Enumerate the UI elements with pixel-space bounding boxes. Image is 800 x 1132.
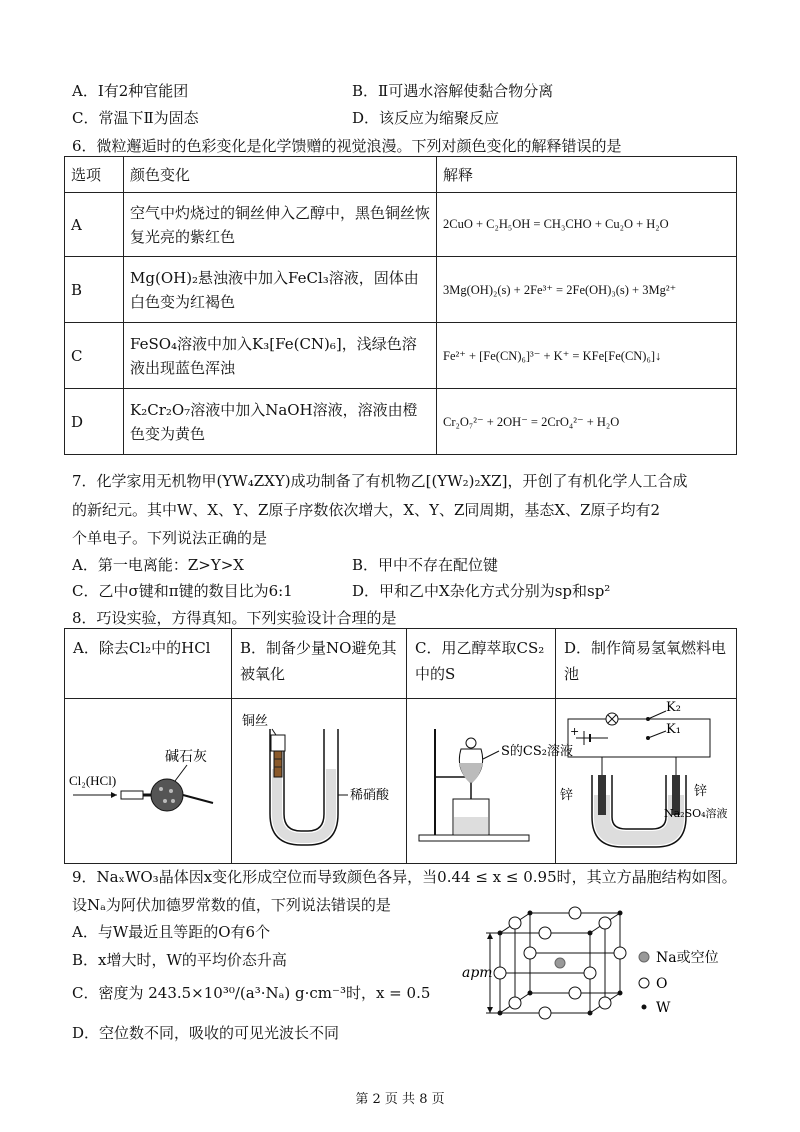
na2so4-label: Na₂SO₄溶液 [664, 807, 728, 820]
q6-row-d-option: D [65, 389, 124, 455]
dilute-nitric-label: 稀硝酸 [350, 788, 390, 803]
q8-figure-a [65, 699, 232, 864]
q5-option-b: B．Ⅱ可遇水溶解使黏合物分离 [352, 82, 554, 100]
table-row [65, 389, 737, 455]
k1-label: K₁ [666, 722, 681, 737]
q9-option-b: B．x增大时，W的平均价态升高 [72, 951, 287, 969]
q5-option-d: D．该反应为缩聚反应 [352, 109, 500, 127]
q6-row-a-option: A [65, 193, 124, 257]
legend-o: O [656, 976, 668, 992]
soda-lime-label: 碱石灰 [165, 749, 207, 765]
q9-stem-line2: 设Nₐ为阿伏加德罗常数的值，下列说法错误的是 [72, 896, 391, 914]
svg-text:+: + [570, 725, 580, 738]
q8-option-d: D．制作简易氢氧燃料电池 [556, 629, 737, 699]
q6-row-c-change: FeSO₄溶液中加入K₃[Fe(CN)₆]，浅绿色溶液出现蓝色浑浊 [124, 323, 437, 389]
q7-option-b: B．甲中不存在配位键 [352, 556, 499, 574]
q8-option-c: C．用乙醇萃取CS₂中的S [407, 629, 556, 699]
copper-wire-label: 铜丝 [242, 714, 269, 729]
q6-table [64, 156, 737, 455]
q5-option-c: C．常温下Ⅱ为固态 [72, 109, 199, 127]
q8-stem: 8．巧设实验，方得真知。下列实验设计合理的是 [72, 609, 397, 627]
zinc-left-label: 锌 [560, 788, 574, 803]
k2-label: K₂ [666, 700, 681, 715]
table-row [65, 323, 737, 389]
table-row [65, 193, 737, 257]
q6-row-d-eq: Cr₂O₇²⁻ + 2OH⁻ = 2CrO₄²⁻ + H₂O [437, 389, 737, 455]
q5-option-a: A．Ⅰ有2种官能团 [72, 82, 189, 100]
table-row [65, 257, 737, 323]
q9-option-d: D．空位数不同，吸收的可见光波长不同 [72, 1024, 340, 1042]
crystal-cell-figure [462, 905, 752, 1025]
q6-header-option: 选项 [65, 157, 124, 193]
q6-header-explain: 解释 [437, 157, 737, 193]
soda-lime-bulb [151, 779, 183, 811]
q6-stem: 6．微粒邂逅时的色彩变化是化学馈赠的视觉浪漫。下列对颜色变化的解释错误的是 [72, 137, 622, 155]
zinc-right-label: 锌 [694, 784, 708, 799]
q8-table [64, 628, 737, 864]
legend-w: W [656, 1000, 671, 1016]
q6-row-a-eq: 2CuO + C₂H₅OH = CH₃CHO + Cu₂O + H₂O [437, 193, 737, 257]
q9-option-c: C．密度为 243.5×10³⁰/(a³·Nₐ) g·cm⁻³时，x = 0.5 [72, 984, 431, 1002]
q6-row-a-change: 空气中灼烧过的铜丝伸入乙醇中，黑色铜丝恢复光亮的紫红色 [124, 193, 437, 257]
q9-option-a: A．与W最近且等距的O有6个 [72, 923, 271, 941]
q7-stem-line2: 的新纪元。其中W、X、Y、Z原子序数依次增大，X、Y、Z同周期，基态X、Z原子均有2 [72, 501, 661, 519]
q9-stem-line1: 9．NaₓWO₃晶体因x变化形成空位而导致颜色各异，当0.44 ≤ x ≤ 0.95时，其立方晶胞结构如图。 [72, 868, 737, 886]
q8-figure-d [556, 699, 737, 864]
q7-option-c: C．乙中σ键和π键的数目比为6:1 [72, 582, 293, 600]
legend-na: Na或空位 [656, 950, 719, 966]
q6-row-c-option: C [65, 323, 124, 389]
s-solution-label: S的CS₂溶液 [501, 744, 573, 759]
q6-row-b-option: B [65, 257, 124, 323]
q6-row-c-eq: Fe²⁺ + [Fe(CN)₆]³⁻ + K⁺ = KFe[Fe(CN)₆]↓ [437, 323, 737, 389]
q7-option-a: A．第一电离能：Z>Y>X [72, 556, 244, 574]
q7-stem-line3: 个单电子。下列说法正确的是 [72, 529, 268, 547]
q8-option-b: B．制备少量NO避免其被氧化 [232, 629, 407, 699]
q7-option-d: D．甲和乙中X杂化方式分别为sp和sp² [352, 582, 611, 600]
edge-length-label: apm [462, 965, 493, 981]
q6-header-change: 颜色变化 [124, 157, 437, 193]
q6-row-d-change: K₂Cr₂O₇溶液中加入NaOH溶液，溶液由橙色变为黄色 [124, 389, 437, 455]
fuel-cell-figure [556, 699, 736, 855]
q8-figure-b [232, 699, 407, 864]
u-tube-figure [232, 699, 406, 855]
q6-row-b-change: Mg(OH)₂悬浊液中加入FeCl₃溶液，固体由白色变为红褐色 [124, 257, 437, 323]
q8-option-a: A．除去Cl₂中的HCl [65, 629, 232, 699]
drying-tube-figure [65, 699, 231, 855]
q6-row-b-eq: 3Mg(OH)₂(s) + 2Fe³⁺ = 2Fe(OH)₃(s) + 3Mg²⁺ [437, 257, 737, 323]
gas-label: Cl₂(HCl) [69, 773, 117, 788]
q8-figure-c [407, 699, 573, 864]
q7-stem-line1: 7．化学家用无机物甲(YW₄ZXY)成功制备了有机物乙[(YW₂)₂XZ]，开创了有机化学人工合成 [72, 472, 688, 490]
separatory-funnel-figure [407, 699, 573, 855]
page-footer: 第 2 页 共 8 页 [355, 1092, 445, 1107]
